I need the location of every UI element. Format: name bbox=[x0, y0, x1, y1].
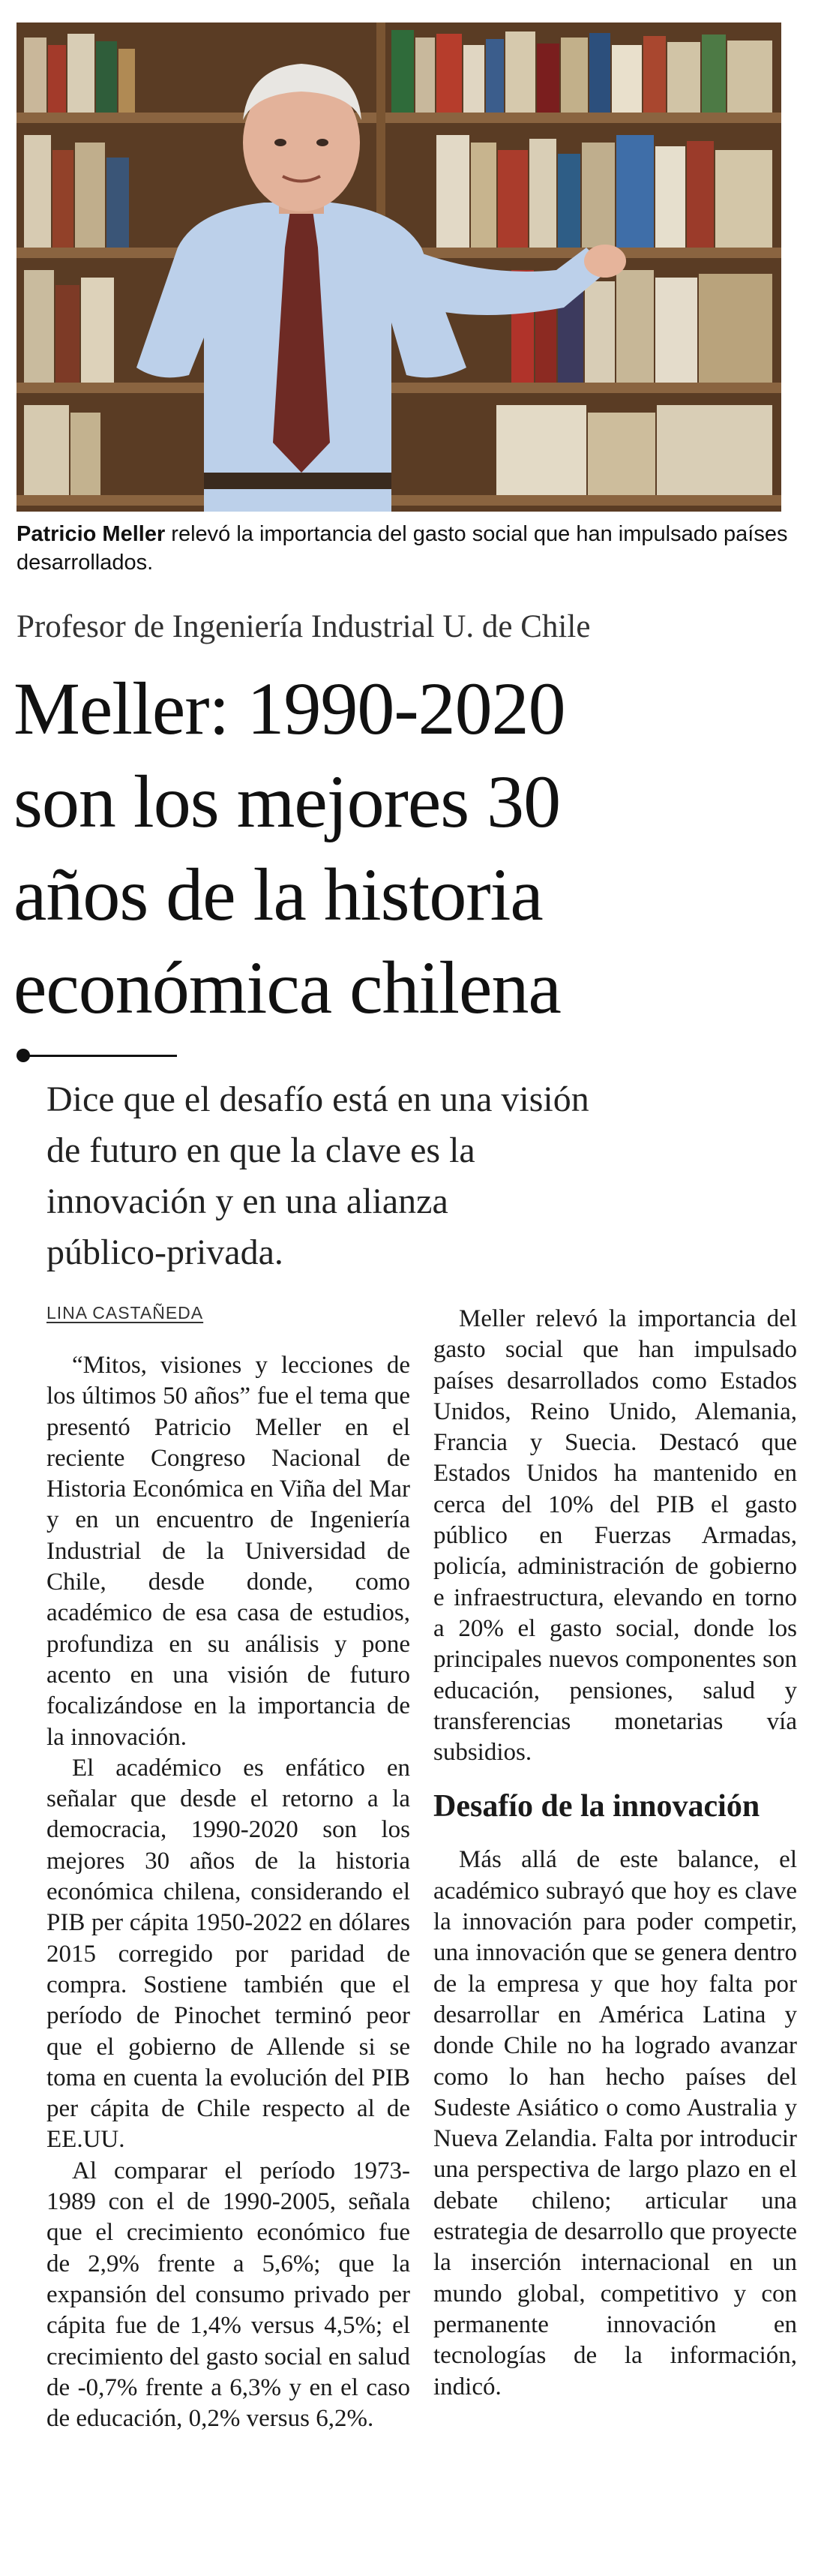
column-right bbox=[433, 1304, 797, 2403]
subhead-line: público-privada. bbox=[46, 1232, 283, 1272]
article-kicker: Profesor de Ingeniería Industrial U. de Chile bbox=[16, 609, 591, 644]
body-paragraph: Meller relevó la importancia del gasto social que han impulsado países desarrollados como Estados Unidos, Reino Unido, Alemania, Francia y Suecia. Destacó que Estados Unidos ha mantenido en cerca del 10% del PIB el gasto público en Fuerzas Armadas, policía, administración de gobierno e infraestructura, elevando en torno a 20% el gasto social, donde los principales nuevos componentes son educación, pensiones, salud y transferencias monetarias vía subsidios. bbox=[433, 1305, 797, 1767]
headline-line: son los mejores 30 bbox=[13, 760, 561, 843]
divider-line bbox=[27, 1055, 177, 1057]
caption-name: Patricio Meller bbox=[16, 522, 166, 546]
caption-text: relevó la importancia del gasto social que han impulsado países desarrollados. bbox=[16, 522, 788, 575]
article-byline: LINA CASTAÑEDA bbox=[46, 1303, 204, 1323]
subhead-line: Dice que el desafío está en una visión bbox=[46, 1079, 589, 1119]
article-headline bbox=[13, 662, 823, 1034]
column-left bbox=[46, 1350, 410, 2434]
article-photo bbox=[16, 23, 781, 512]
article-subhead bbox=[46, 1074, 804, 1278]
body-paragraph: Más allá de este balance, el académico subrayó que hoy es clave la innovación para poder competir, una innovación que se genera dentro de la empresa y que hoy falta por desarrollar en América Latina y donde Chile no ha logrado avanzar como lo han hecho países del Sudeste Asiático o como Australia y Nueva Zelandia. Falta por introducir una perspectiva de largo plazo en el debate chileno; articular una estrategia de desarrollo que proyecte la inserción internacional en un mundo global, competitivo y con permanente innovación en tecnologías de la información, indicó. bbox=[433, 1846, 797, 2400]
section-heading: Desafío de la innovación bbox=[433, 1789, 760, 1824]
subhead-line: innovación y en una alianza bbox=[46, 1181, 448, 1221]
body-paragraph: El académico es enfático en señalar que desde el retorno a la democracia, 1990-2020 son los mejores 30 años de la historia económica chilena, considerando el PIB per cápita 1950-2022 en dólares 2015 corregido por paridad de compra. Sostiene también que el período de Pinochet terminó peor que el gobierno de Allende si se toma en cuenta la evolución del PIB per cápita de Chile respecto al de EE.UU. bbox=[46, 1754, 410, 2154]
headline-line: Meller: 1990-2020 bbox=[13, 667, 565, 750]
photo-illustration bbox=[16, 23, 781, 512]
body-paragraph: “Mitos, visiones y lecciones de los últimos 50 años” fue el tema que presentó Patricio Meller en el reciente Congreso Nacional de Historia Económica en Viña del Mar y en un encuentro de Ingeniería Industrial de la Universidad de Chile, desde donde, como académico de esa casa de estudios, profundiza en su análisis y pone acento en una visión de futuro focalizándose en la importancia de la innovación. bbox=[46, 1352, 410, 1751]
headline-line: económica chilena bbox=[13, 946, 561, 1029]
subhead-line: de futuro en que la clave es la bbox=[46, 1130, 475, 1170]
headline-line: años de la historia bbox=[13, 853, 543, 936]
photo-caption bbox=[16, 520, 796, 577]
body-paragraph: Al comparar el período 1973-1989 con el de 1990-2005, señala que el crecimiento económico fue de 2,9% frente a 5,6%; que la expansión del consumo privado per cápita fue de 1,4% versus 4,5%; el crecimiento del gasto social en salud de -0,7% frente a 6,3% y en el caso de educación, 0,2% versus 6,2%. bbox=[46, 2157, 410, 2433]
